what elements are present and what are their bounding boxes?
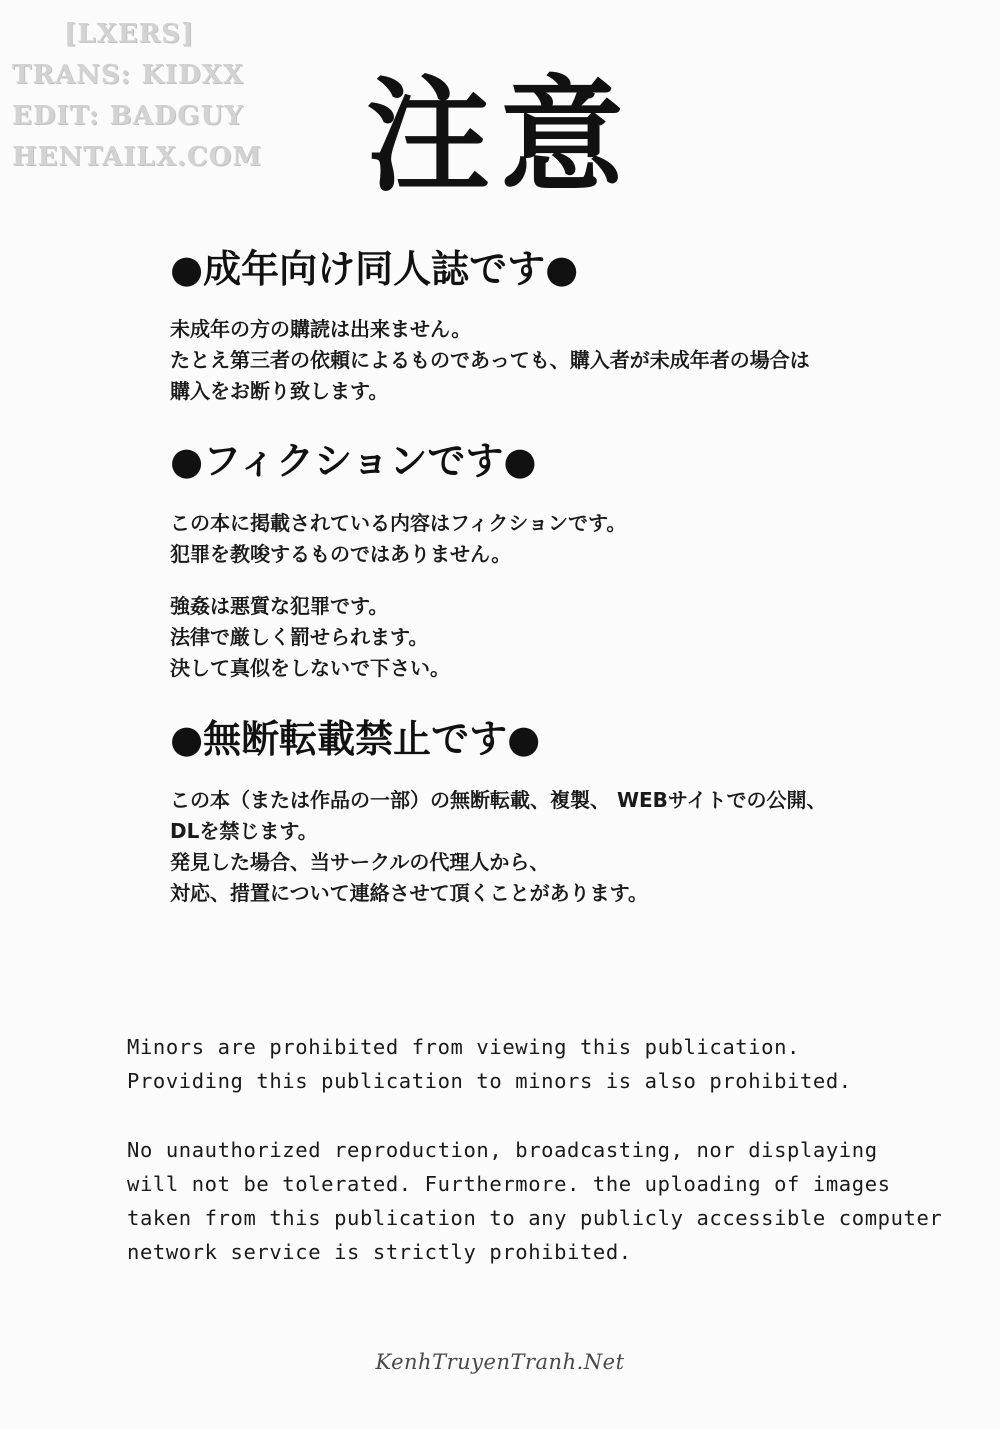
section-body-adult bbox=[170, 314, 810, 407]
english-line: No unauthorized reproduction, broadcasting, nor displaying bbox=[127, 1138, 878, 1162]
credit-group: [LXERS] bbox=[64, 19, 195, 49]
credit-site: HENTAILX.COM bbox=[12, 142, 263, 172]
body-line: DLを禁じます。 bbox=[170, 819, 318, 843]
section-body-fiction-crime bbox=[170, 591, 450, 684]
english-line: network service is strictly prohibited. bbox=[127, 1240, 632, 1264]
english-line: Providing this publication to minors is also prohibited. bbox=[127, 1069, 852, 1093]
body-line: 対応、措置について連絡させて頂くことがあります。 bbox=[170, 881, 648, 905]
body-line: 発見した場合、当サークルの代理人から、 bbox=[170, 850, 550, 874]
site-watermark: KenhTruyenTranh.Net bbox=[375, 1350, 625, 1374]
body-line: 強姦は悪質な犯罪です。 bbox=[170, 594, 389, 618]
english-line: taken from this publication to any publicly accessible computer bbox=[127, 1206, 943, 1230]
english-notice-reproduction bbox=[127, 1133, 942, 1269]
section-heading-reprint: ●無断転載禁止です● bbox=[170, 717, 541, 761]
body-line: この本に掲載されている内容はフィクションです。 bbox=[170, 511, 627, 535]
credit-editor: EDIT: BADGUY bbox=[12, 101, 244, 131]
page-title: 注意 bbox=[365, 65, 634, 209]
english-line: will not be tolerated. Furthermore. the uploading of images bbox=[127, 1172, 891, 1196]
english-line: Minors are prohibited from viewing this publication. bbox=[127, 1035, 800, 1059]
section-body-fiction bbox=[170, 508, 626, 570]
body-line: 決して真似をしないで下さい。 bbox=[170, 656, 450, 680]
body-line: たとえ第三者の依頼によるものであっても、購入者が未成年者の場合は bbox=[170, 348, 810, 372]
credit-translator: TRANS: KIDXX bbox=[12, 60, 244, 90]
section-body-reprint bbox=[170, 785, 827, 909]
english-notice-minors bbox=[127, 1030, 852, 1098]
body-line: 犯罪を教唆するものではありません。 bbox=[170, 542, 512, 566]
section-heading-adult: ●成年向け同人誌です● bbox=[170, 247, 579, 291]
body-line: この本（または作品の一部）の無断転載、複製、 WEBサイトでの公開、 bbox=[170, 788, 827, 812]
section-heading-fiction: ●フィクションです● bbox=[170, 439, 537, 483]
body-line: 未成年の方の購読は出来ません。 bbox=[170, 317, 472, 341]
body-line: 法律で厳しく罰せられます。 bbox=[170, 625, 429, 649]
body-line: 購入をお断り致します。 bbox=[170, 379, 389, 403]
